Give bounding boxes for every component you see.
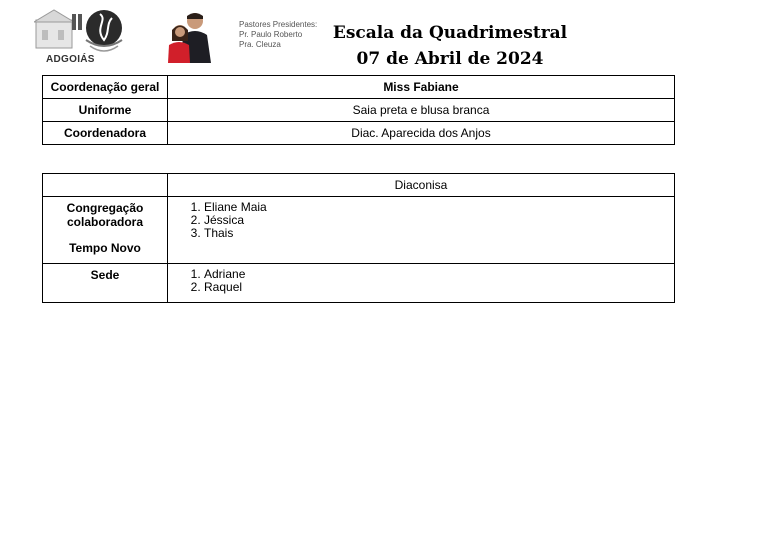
empty-header-cell bbox=[43, 174, 168, 197]
table-header-row bbox=[43, 174, 675, 197]
table-row bbox=[43, 76, 675, 99]
table-row bbox=[43, 99, 675, 122]
pastor-1: Pr. Paulo Roberto bbox=[239, 30, 303, 39]
list-item: 2. Jéssica bbox=[204, 214, 668, 227]
info-table bbox=[42, 75, 675, 145]
column-header: Diaconisa bbox=[168, 174, 675, 197]
row-value: Saia preta e blusa branca bbox=[168, 99, 675, 122]
page-title bbox=[300, 20, 600, 72]
pastor-2: Pra. Cleuza bbox=[239, 40, 281, 49]
list-item: 1. Adriane bbox=[204, 268, 668, 281]
row-value: Diac. Aparecida dos Anjos bbox=[168, 122, 675, 145]
pastors-label: Pastores Presidentes: bbox=[239, 20, 318, 29]
table-row bbox=[43, 264, 675, 303]
list-item: 1. Eliane Maia bbox=[204, 201, 668, 214]
list-item: 2. Raquel bbox=[204, 281, 668, 294]
names-cell bbox=[168, 264, 675, 303]
row-label: Uniforme bbox=[43, 99, 168, 122]
row-label: Coordenadora bbox=[43, 122, 168, 145]
table-row bbox=[43, 122, 675, 145]
row-label bbox=[43, 197, 168, 264]
row-value: Miss Fabiane bbox=[168, 76, 675, 99]
names-list bbox=[174, 268, 668, 294]
names-list bbox=[174, 201, 668, 240]
table-row bbox=[43, 197, 675, 264]
row-label: Coordenação geral bbox=[43, 76, 168, 99]
title-line-1: Escala da Quadrimestral bbox=[332, 23, 568, 43]
row-label: Sede bbox=[43, 264, 168, 303]
schedule-table bbox=[42, 173, 675, 303]
congregation-name: Tempo Novo bbox=[69, 241, 141, 255]
congregation-label: Congregação colaboradora bbox=[66, 201, 144, 229]
list-item: 3. Thais bbox=[204, 227, 668, 240]
logo-text: ADGOIÁS bbox=[46, 54, 95, 65]
names-cell bbox=[168, 197, 675, 264]
pastors-photo bbox=[163, 9, 215, 63]
page-header bbox=[0, 0, 768, 74]
title-line-2: 07 de Abril de 2024 bbox=[356, 49, 544, 69]
